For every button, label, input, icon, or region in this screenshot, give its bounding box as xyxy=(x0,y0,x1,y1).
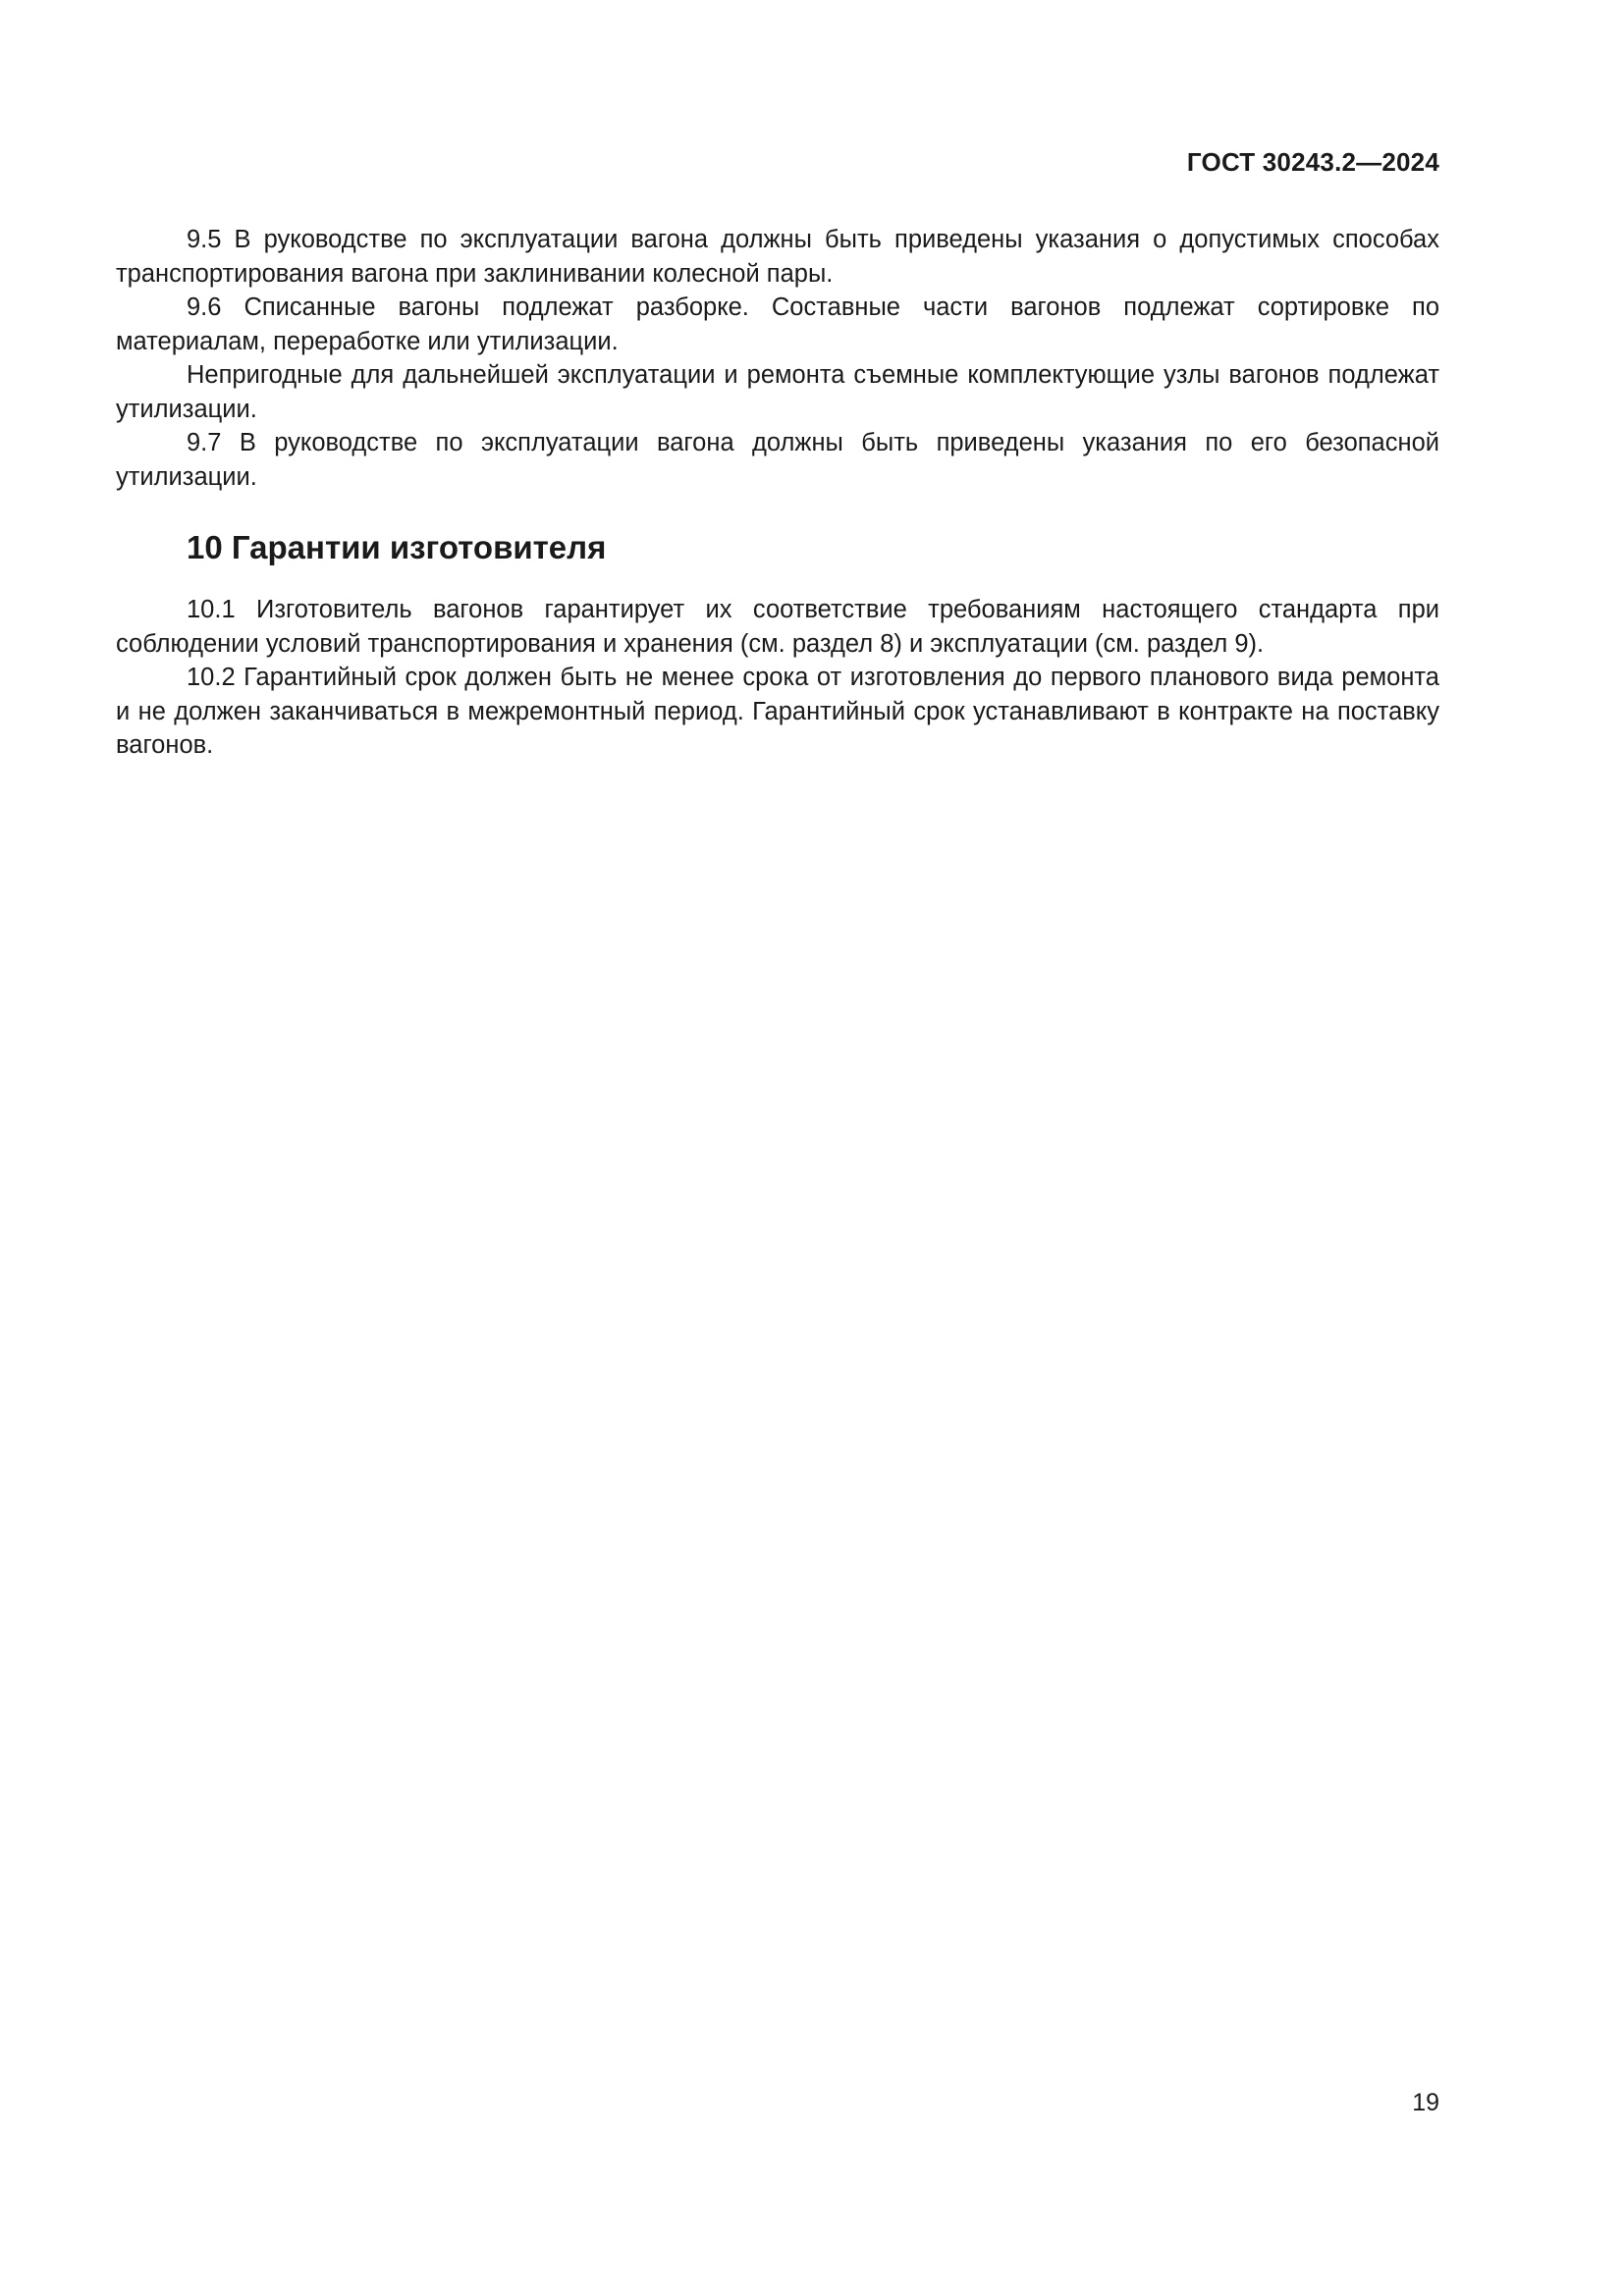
section-10-heading: 10 Гарантии изготовителя xyxy=(187,529,607,565)
page-number: 19 xyxy=(1412,2089,1439,2116)
document-code-header: ГОСТ 30243.2—2024 xyxy=(1186,147,1439,177)
document-body xyxy=(116,223,1439,763)
paragraph-9-6: 9.6 Списанные вагоны подлежат разборке. Составные части вагонов подлежат сортировке по материалам, переработке или утилизации. xyxy=(116,294,1439,355)
paragraph-9-7: 9.7 В руководстве по эксплуатации вагона должны быть приведены указания по его безопасной утилизации. xyxy=(116,429,1439,491)
paragraph-10-1: 10.1 Изготовитель вагонов гарантирует их соответствие требованиям настоящего стандарта при соблюдении условий транспортирования и хранения (см. раздел 8) и эксплуатации (см. раздел 9). xyxy=(116,596,1439,658)
paragraph-9-5: 9.5 В руководстве по эксплуатации вагона должны быть приведены указания о допустимых способах транспортирования вагона при заклинивании колесной пары. xyxy=(116,226,1439,288)
paragraph-10-2: 10.2 Гарантийный срок должен быть не менее срока от изготовления до первого планового вида ремонта и не должен заканчиваться в межремонтный период. Гарантийный срок устанавливают в контракте на поставку вагонов. xyxy=(116,664,1439,759)
paragraph-9-6-continued: Непригодные для дальнейшей эксплуатации и ремонта съемные комплектующие узлы вагонов подлежат утилизации. xyxy=(116,361,1439,423)
